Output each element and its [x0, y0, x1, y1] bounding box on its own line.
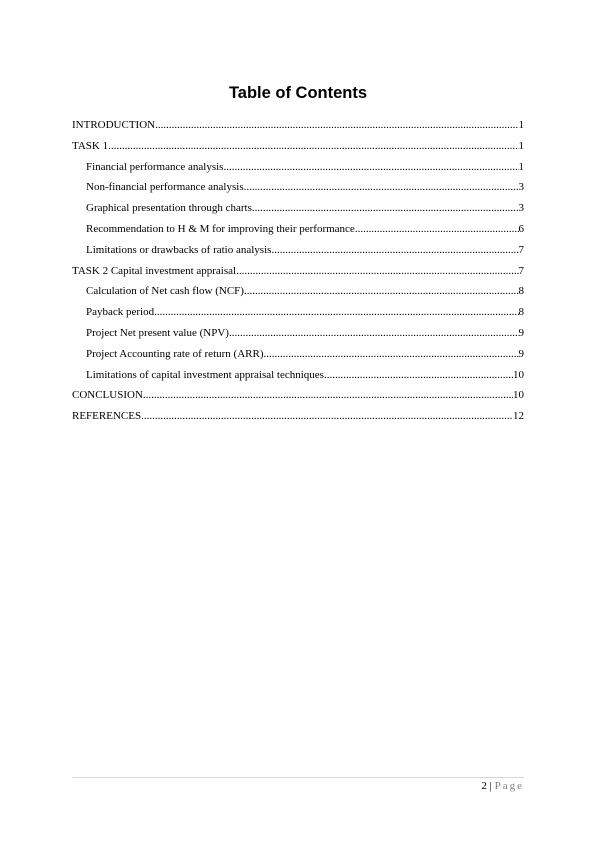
toc-entry[interactable] — [72, 219, 524, 240]
toc-entry-title: CONCLUSION — [72, 389, 143, 402]
toc-title: Table of Contents — [228, 84, 368, 102]
toc-entry[interactable] — [72, 365, 524, 386]
toc-entry[interactable] — [72, 344, 524, 365]
toc-dot-leader — [155, 115, 518, 136]
toc-dot-leader — [252, 198, 519, 219]
toc-entry-title: Non-financial performance analysis — [86, 181, 244, 194]
toc-entry-title: Project Accounting rate of return (ARR) — [86, 347, 264, 360]
toc-entry[interactable] — [72, 198, 524, 219]
toc-entry-title: Graphical presentation through charts — [86, 202, 252, 215]
toc-page-number: 1 — [518, 119, 524, 131]
toc-dot-leader — [108, 136, 518, 157]
toc-page-number: 1 — [518, 160, 524, 173]
toc-page-number: 7 — [518, 264, 524, 277]
toc-dot-leader — [141, 406, 513, 427]
page-footer — [481, 779, 524, 793]
toc-entry-title: INTRODUCTION — [72, 119, 156, 131]
toc-page-number: 3 — [518, 181, 524, 194]
toc-entry-title: Project Net present value (NPV) — [86, 326, 229, 339]
toc-entry[interactable] — [72, 323, 524, 344]
toc-page-number: 12 — [513, 410, 524, 423]
toc-entry-title: TASK 1 — [72, 139, 109, 152]
toc-entry[interactable] — [72, 385, 524, 406]
table-of-contents — [72, 115, 524, 427]
toc-dot-leader — [263, 344, 518, 365]
toc-dot-leader — [244, 281, 519, 302]
toc-entry[interactable] — [72, 177, 524, 198]
toc-entry-title: Calculation of Net cash flow (NCF) — [86, 285, 244, 298]
toc-page-number: 8 — [518, 285, 524, 298]
toc-entry[interactable] — [72, 115, 524, 136]
toc-entry[interactable] — [72, 302, 524, 323]
toc-dot-leader — [355, 219, 519, 240]
toc-page-number: 9 — [518, 347, 524, 360]
toc-entry[interactable] — [72, 157, 524, 178]
toc-page-number: 9 — [518, 326, 524, 339]
toc-dot-leader — [324, 365, 513, 386]
page-number: 2 — [481, 780, 487, 792]
toc-entry[interactable] — [72, 136, 524, 157]
toc-entry-title: Financial performance analysis — [86, 160, 224, 173]
toc-dot-leader — [143, 385, 513, 406]
page-label: Page — [494, 780, 524, 792]
toc-dot-leader — [236, 261, 518, 282]
toc-dot-leader — [154, 302, 518, 323]
toc-entry[interactable] — [72, 261, 524, 282]
toc-dot-leader — [271, 240, 518, 261]
footer-separator: | — [486, 780, 495, 792]
toc-entry-title: Payback period — [86, 306, 155, 319]
toc-entry[interactable] — [72, 240, 524, 261]
toc-page-number: 7 — [518, 243, 524, 256]
toc-entry-title: REFERENCES — [72, 410, 142, 423]
toc-entry-title: TASK 2 Capital investment appraisal — [72, 264, 237, 277]
toc-entry-title: Recommendation to H & M for improving their performance — [86, 222, 355, 235]
footer-divider — [72, 777, 524, 778]
toc-page-number: 10 — [513, 368, 524, 381]
toc-page-number: 3 — [518, 202, 524, 215]
toc-entry[interactable] — [72, 406, 524, 427]
toc-dot-leader — [229, 323, 519, 344]
toc-entry-title: Limitations or drawbacks of ratio analysis — [86, 243, 272, 256]
toc-page-number: 6 — [518, 222, 524, 235]
toc-entry-title: Limitations of capital investment appraisal techniques — [86, 368, 324, 381]
toc-dot-leader — [244, 177, 519, 198]
toc-dot-leader — [223, 157, 518, 178]
toc-page-number: 10 — [513, 389, 524, 402]
toc-page-number: 8 — [518, 306, 524, 319]
toc-entry[interactable] — [72, 281, 524, 302]
toc-page-number: 1 — [518, 139, 524, 152]
